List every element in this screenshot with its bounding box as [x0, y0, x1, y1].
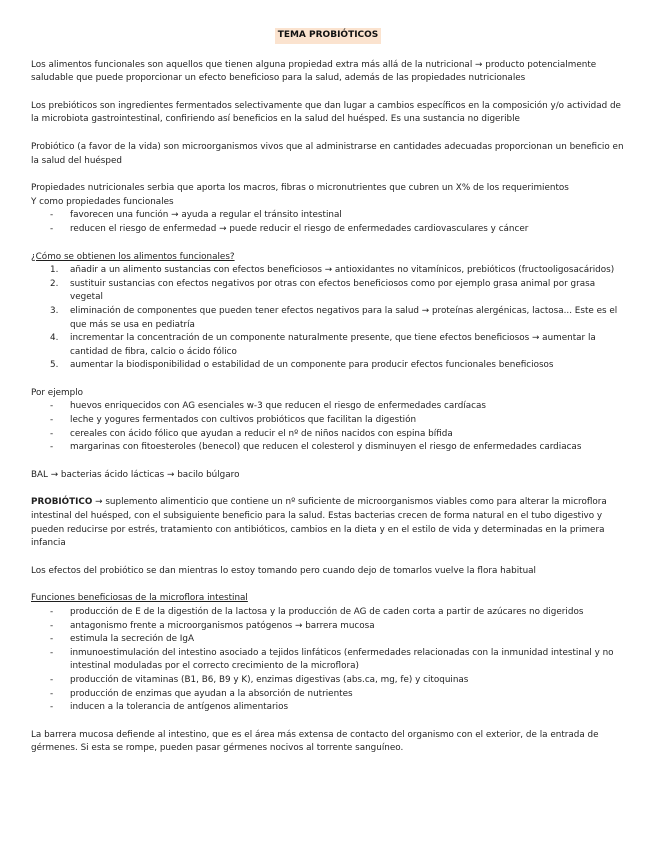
item-number: 5.	[50, 360, 59, 371]
list-item	[50, 264, 625, 278]
title-wrap	[31, 28, 625, 44]
propiedades-line-1: Propiedades nutricionales serbia que aporta los macros, fibras o micronutrientes que cubren un X% de los requerimientos	[31, 183, 569, 194]
list-item: - cereales con ácido fólico que ayudan a reducir el nº de niños nacidos con espina bífida	[50, 428, 625, 442]
list-item: - favorecen una función → ayuda a regular el tránsito intestinal	[50, 209, 625, 223]
item-number: 2.	[50, 278, 59, 289]
list-item: - producción de vitaminas (B1, B6, B9 y K), enzimas digestivas (abs.ca, mg, fe) y citoquinas	[50, 674, 625, 688]
como-heading: ¿Cómo se obtienen los alimentos funcionales?	[31, 251, 235, 262]
item-text: eliminación de componentes que pueden tener efectos negativos para la salud → proteínas alergénicas, lactosa... Este es el que más se usa en pediatría	[70, 305, 618, 330]
list-item	[50, 359, 625, 373]
paragraph-probiotico-def: Probiótico (a favor de la vida) son microorganismos vivos que al administrarse en cantidades adecuadas proporcionan un beneficio en la salud del huésped	[31, 141, 624, 166]
list-item: - huevos enriquecidos con AG esenciales w-3 que reducen el riesgo de enfermedades cardíacas	[50, 400, 625, 414]
list-item	[50, 305, 625, 332]
propiedades-list	[31, 209, 625, 236]
item-text: añadir a un alimento sustancias con efectos beneficiosos → antioxidantes no vitamínicos, prebióticos (fructooligosacáridos)	[70, 265, 615, 276]
item-number: 4.	[50, 333, 59, 344]
section-como-se-obtienen	[31, 251, 625, 373]
funciones-heading: Funciones beneficiosas de la microflora intestinal	[31, 593, 248, 604]
ejemplo-heading: Por ejemplo	[31, 387, 84, 398]
propiedades-line-2: Y como propiedades funcionales	[31, 196, 174, 207]
page-title: TEMA PROBIÓTICOS	[275, 28, 382, 44]
ejemplo-list	[31, 400, 625, 454]
paragraph-alimentos-funcionales: Los alimentos funcionales son aquellos que tienen alguna propiedad extra más allá de la nutricional → producto potencialmente saludable que puede proporcionar un efecto beneficioso para la salud, además de las propiedades nutricionales	[31, 59, 597, 84]
list-item: - inducen a la tolerancia de antígenos alimentarios	[50, 701, 625, 715]
list-item: - producción de E de la digestión de la lactosa y la producción de AG de caden corta a partir de azúcares no digeridos	[50, 606, 625, 620]
list-item: - antagonismo frente a microorganismos patógenos → barrera mucosa	[50, 620, 625, 634]
section-propiedades	[31, 182, 625, 236]
item-text: aumentar la biodisponibilidad o estabilidad de un componente para producir efectos funcionales beneficiosos	[70, 360, 554, 371]
list-item: - inmunoestimulación del intestino asociado a tejidos linfáticos (enfermedades relacionadas con la inmunidad intestinal y no intestinal moduladas por el correcto crecimiento de la microflora)	[50, 647, 625, 674]
paragraph-efectos: Los efectos del probiótico se dan mientras lo estoy tomando pero cuando dejo de tomarlos vuelve la flora habitual	[31, 565, 537, 576]
paragraph-prebioticos: Los prebióticos son ingredientes fermentados selectivamente que dan lugar a cambios específicos en la composición y/o actividad de la microbiota gastrointestinal, confiriendo así beneficios en la salud del huésped. Es una sustancia no digerible	[31, 100, 621, 125]
como-list	[31, 264, 625, 373]
list-item: - estimula la secreción de IgA	[50, 633, 625, 647]
paragraph-probiotico	[31, 496, 625, 550]
list-item: - leche y yogures fermentados con cultivos probióticos que facilitan la digestión	[50, 414, 625, 428]
list-item: - producción de enzimas que ayudan a la absorción de nutrientes	[50, 688, 625, 702]
list-item	[50, 278, 625, 305]
item-text: incrementar la concentración de un componente naturalmente presente, que tiene efectos beneficiosos → aumentar la cantidad de fibra, calcio o ácido fólico	[70, 333, 596, 357]
section-funciones	[31, 592, 625, 714]
item-text: sustituir sustancias con efectos negativos por otras con efectos beneficiosos como por ejemplo grasa animal por grasa vegetal	[70, 278, 596, 303]
list-item: - reducen el riesgo de enfermedad → puede reducir el riesgo de enfermedades cardiovasculares y cáncer	[50, 223, 625, 237]
item-number: 3.	[50, 305, 59, 316]
paragraph-bal: BAL → bacterias ácido lácticas → bacilo búlgaro	[31, 469, 240, 480]
list-item	[50, 332, 625, 359]
probiotico-term: PROBIÓTICO	[31, 497, 93, 508]
section-por-ejemplo	[31, 387, 625, 455]
funciones-list	[31, 606, 625, 715]
item-number: 1.	[50, 265, 59, 276]
list-item: - margarinas con fitoesteroles (benecol) que reducen el colesterol y disminuyen el riesgo de enfermedades cardiacas	[50, 441, 625, 455]
paragraph-barrera: La barrera mucosa defiende al intestino, que es el área más extensa de contacto del organismo con el exterior, de la entrada de gérmenes. Si esta se rompe, pueden pasar gérmenes nocivos al torrente sanguíneo.	[31, 729, 599, 754]
probiotico-text: → suplemento alimenticio que contiene un nº suficiente de microorganismos viables como para alterar la microflora intestinal del huésped, con el subsiguiente beneficio para la salud. Estas bacterias crecen de forma natural en el tubo digestivo y pueden reducirse por estrés, tratamiento con antibióticos, cambios en la dieta y en el estilo de vida y determinadas en la primera infancia	[31, 497, 607, 549]
